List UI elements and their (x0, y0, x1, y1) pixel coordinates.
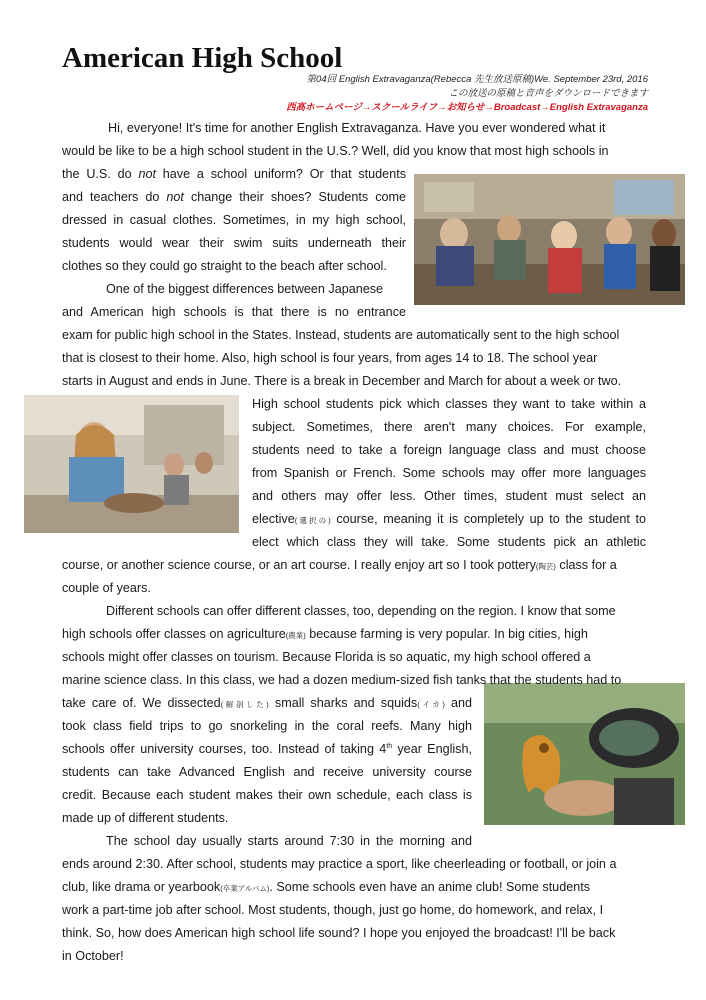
text-line: high schools offer classes on agriculture(農業) because farming is very popular. In big cities, high (62, 627, 588, 641)
download-path[interactable]: 西高ホームページ→スクールライフ→お知らせ→Broadcast→English Extravaganza (286, 102, 648, 113)
text-line: the U.S. do not have a school uniform? Or that students (62, 167, 406, 181)
text-line: students need to take a foreign language class and must choose (252, 443, 646, 457)
text-line: and teachers do not change their shoes? Students come (62, 190, 406, 204)
japanese-gloss: (卒業アルバム) (220, 884, 270, 893)
text-line: take care of. We dissected(解剖した) small sharks and squids(イカ) and (62, 696, 472, 710)
text-line: clothes so they could go straight to the beach after school. (62, 259, 387, 273)
text-line: Hi, everyone! It's time for another English Extravaganza. Have you ever wondered what it (108, 121, 606, 135)
text-line: One of the biggest differences between Japanese (106, 282, 384, 296)
text-line: couple of years. (62, 581, 151, 595)
text-line: and American high schools is that there is no entrance (62, 305, 406, 319)
page-title: American High School (62, 42, 343, 74)
japanese-gloss: (イカ) (417, 700, 445, 709)
classroom-photo (414, 174, 685, 305)
text-line: students would wear their swim suits underneath their (62, 236, 406, 250)
text-line: exam for public high school in the States. Instead, students are automatically sent to the high school (62, 328, 620, 342)
text-line: students can take Advanced English and receive university course (62, 765, 472, 779)
japanese-gloss: (陶芸) (535, 562, 556, 571)
text-line: course, or another science course, or an art course. I really enjoy art so I took pottery(陶芸) class for a (62, 558, 617, 572)
text-line: from Spanish or French. Some schools may offer more languages (252, 466, 646, 480)
text-line: elective(選択の) course, meaning it is completely up to the student to (252, 512, 646, 526)
snorkeling-photo (484, 683, 685, 825)
japanese-gloss: (解剖した) (220, 700, 269, 709)
text-line: and others may offer less. Other times, student must select an (252, 489, 646, 503)
text-line: Different schools can offer different classes, too, depending on the region. I know that some (106, 604, 616, 618)
pottery-class-photo (24, 395, 239, 533)
text-line: work a part-time job after school. Most students, though, just go home, do homework, and relax, I (62, 903, 604, 917)
text-line: schools offer university courses, too. Instead of taking 4th year English, (62, 742, 472, 756)
broadcast-info: 第04回 English Extravaganza(Rebecca 先生放送原稿)We. September 23rd, 2016 (306, 74, 648, 85)
text-line: took class field trips to go snorkeling in the coral reefs. Many high (62, 719, 472, 733)
japanese-gloss: (選択の) (294, 516, 331, 525)
text-line: subject. Sometimes, there aren't many choices. For example, (252, 420, 646, 434)
download-note: この放送の原稿と音声をダウンロードできます (448, 88, 648, 99)
text-line: schools might offer classes on tourism. Because Florida is so aquatic, my high school offered a (62, 650, 591, 664)
text-line: starts in August and ends in June. There is a break in December and March for about a week or two. (62, 374, 622, 388)
text-line: club, like drama or yearbook(卒業アルバム). Some schools even have an anime club! Some students (62, 880, 590, 894)
text-line: in October! (62, 949, 124, 963)
text-line: made up of different students. (62, 811, 229, 825)
text-line: High school students pick which classes they want to take within a (252, 397, 646, 411)
text-line: credit. Because each student makes their own schedule, each class is (62, 788, 472, 802)
text-line: ends around 2:30. After school, students may practice a sport, like cheerleading or football, or join a (62, 857, 617, 871)
text-line: The school day usually starts around 7:30 in the morning and (106, 834, 472, 848)
text-line: would be like to be a high school student in the U.S.? Well, did you know that most high schools in (62, 144, 609, 158)
text-line: that is closest to their home. Also, high school is four years, from ages 14 to 18. The school year (62, 351, 598, 365)
text-line: think. So, how does American high school life sound? I hope you enjoyed the broadcast! I'll be back (62, 926, 616, 940)
japanese-gloss: (農業) (285, 631, 306, 640)
text-line: elect which class they will take. Some students pick an athletic (252, 535, 646, 549)
text-line: dressed in casual clothes. Sometimes, in my high school, (62, 213, 406, 227)
text-line: marine science class. In this class, we had a dozen medium-sized fish tanks that the students had to (62, 673, 622, 687)
